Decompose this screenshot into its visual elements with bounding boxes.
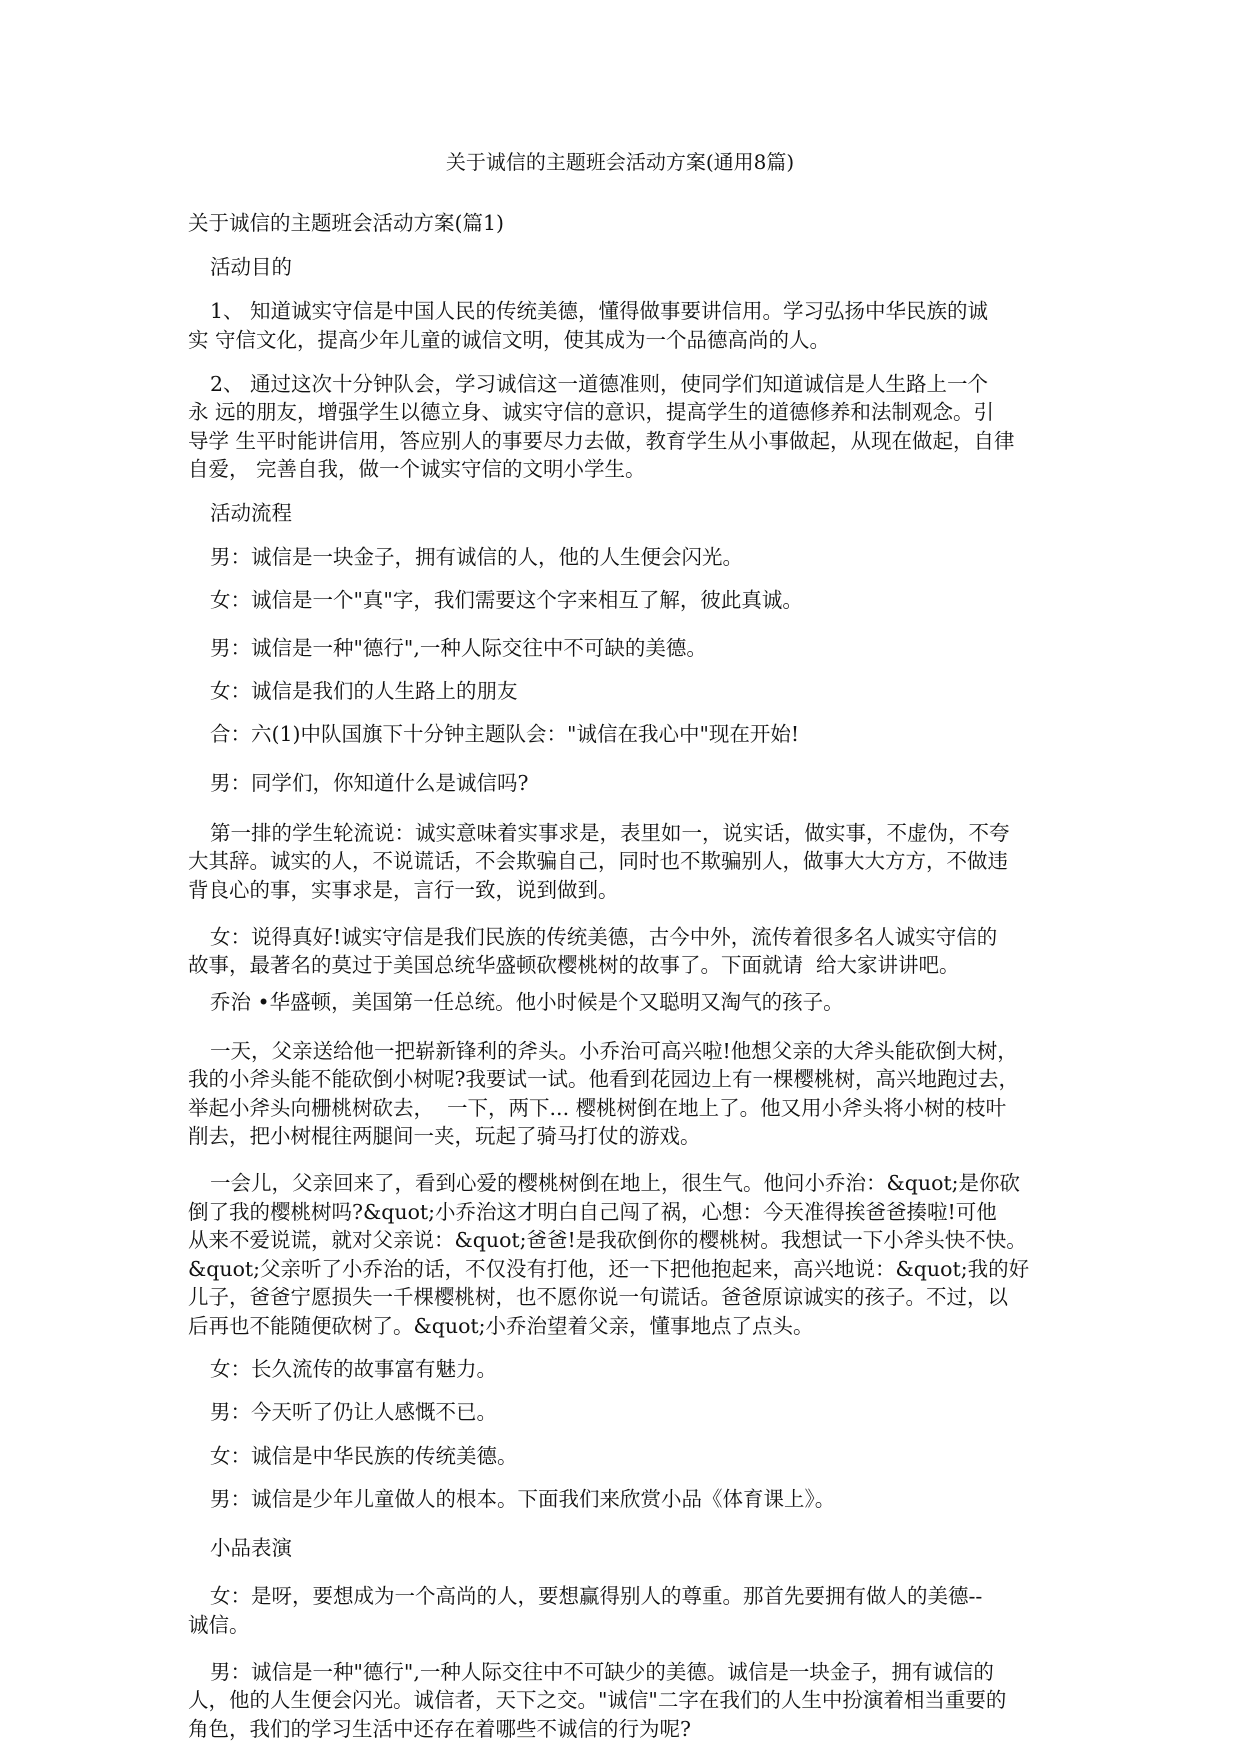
paragraph-7-line-1: 第一排的学生轮流说：诚实意味着实事求是，表里如一，说实话，做实事，不虚伪，不夸 bbox=[210, 821, 1010, 845]
dialogue-line-12: 女：长久流传的故事富有魅力。 bbox=[210, 1357, 497, 1381]
purpose-2-line-2: 永 远的朋友，增强学生以德立身、诚实守信的意识，提高学生的道德修养和法制观念。引 bbox=[188, 400, 995, 424]
section-title: 关于诚信的主题班会活动方案(篇1) bbox=[188, 211, 505, 235]
paragraph-7-line-2: 大其辞。诚实的人，不说谎话，不会欺骗自己，同时也不欺骗别人，做事大大方方，不做违 bbox=[188, 849, 1008, 873]
paragraph-10-line-4: 削去，把小树棍往两腿间一夹，玩起了骑马打仗的游戏。 bbox=[188, 1124, 701, 1148]
paragraph-17-line-3: 角色，我们的学习生活中还存在着哪些不诚信的行为呢? bbox=[188, 1717, 691, 1741]
paragraph-8-line-1: 女：说得真好!诚实守信是我们民族的传统美德，古今中外，流传着很多名人诚实守信的 bbox=[210, 925, 998, 949]
paragraph-11-line-2: 倒了我的樱桃树吗?&quot;小乔治这才明白自己闯了祸，心想：今天准得挨爸爸揍啦!可他 bbox=[188, 1200, 997, 1224]
heading-activity-process: 活动流程 bbox=[210, 501, 292, 525]
paragraph-11-line-3: 从来不爱说谎，就对父亲说：&quot;爸爸!是我砍倒你的樱桃树。我想试一下小斧头快不快。 bbox=[188, 1228, 1027, 1252]
paragraph-11-line-6: 后再也不能随便砍树了。&quot;小乔治望着父亲，懂事地点了点头。 bbox=[188, 1314, 814, 1338]
dialogue-line-14: 女：诚信是中华民族的传统美德。 bbox=[210, 1444, 518, 1468]
dialogue-line-3: 男：诚信是一种"德行",一种人际交往中不可缺的美德。 bbox=[210, 636, 707, 660]
purpose-1-line-2: 实 守信文化，提高少年儿童的诚信文明，使其成为一个品德高尚的人。 bbox=[188, 328, 831, 352]
heading-skit-performance: 小品表演 bbox=[210, 1536, 292, 1560]
paragraph-11-line-4: &quot;父亲听了小乔治的话，不仅没有打他，还一下把他抱起来，高兴地说：&quot;我的好 bbox=[188, 1257, 1030, 1281]
purpose-2-line-4: 自爱， 完善自我，做一个诚实守信的文明小学生。 bbox=[188, 457, 646, 481]
dialogue-line-2: 女：诚信是一个"真"字，我们需要这个字来相互了解，彼此真诚。 bbox=[210, 588, 803, 612]
paragraph-10-line-1: 一天，父亲送给他一把崭新锋利的斧头。小乔治可高兴啦!他想父亲的大斧头能砍倒大树， bbox=[210, 1039, 1018, 1063]
paragraph-8-line-2: 故事，最著名的莫过于美国总统华盛顿砍樱桃树的故事了。下面就请 给大家讲讲吧。 bbox=[188, 953, 960, 977]
paragraph-16-line-2: 诚信。 bbox=[188, 1613, 250, 1637]
paragraph-11-line-1: 一会儿，父亲回来了，看到心爱的樱桃树倒在地上，很生气。他问小乔治：&quot;是你砍 bbox=[210, 1171, 1021, 1195]
paragraph-17-line-1: 男：诚信是一种"德行",一种人际交往中不可缺少的美德。诚信是一块金子，拥有诚信的 bbox=[210, 1660, 994, 1684]
dialogue-line-1: 男：诚信是一块金子，拥有诚信的人，他的人生便会闪光。 bbox=[210, 545, 743, 569]
dialogue-line-4: 女：诚信是我们的人生路上的朋友 bbox=[210, 679, 518, 703]
dialogue-line-5: 合：六(1)中队国旗下十分钟主题队会："诚信在我心中"现在开始! bbox=[210, 722, 800, 746]
paragraph-10-line-2: 我的小斧头能不能砍倒小树呢?我要试一试。他看到花园边上有一棵樱桃树，高兴地跑过去， bbox=[188, 1067, 1019, 1091]
purpose-2-line-1: 2、 通过这次十分钟队会，学习诚信这一道德准则，使同学们知道诚信是人生路上一个 bbox=[210, 372, 989, 396]
dialogue-line-6: 男：同学们，你知道什么是诚信吗? bbox=[210, 771, 529, 795]
heading-activity-purpose: 活动目的 bbox=[210, 255, 292, 279]
paragraph-16-line-1: 女：是呀，要想成为一个高尚的人，要想赢得别人的尊重。那首先要拥有做人的美德-- bbox=[210, 1584, 983, 1608]
document-title: 关于诚信的主题班会活动方案(通用8篇) bbox=[445, 150, 795, 174]
paragraph-9: 乔治 •华盛顿，美国第一任总统。他小时候是个又聪明又淘气的孩子。 bbox=[210, 990, 844, 1014]
paragraph-10-line-3: 举起小斧头向栅桃树砍去， 一下，两下... 樱桃树倒在地上了。他又用小斧头将小树的枝叶 bbox=[188, 1096, 1007, 1120]
purpose-2-line-3: 导学 生平时能讲信用，答应别人的事要尽力去做，教育学生从小事做起，从现在做起，自律 bbox=[188, 429, 1015, 453]
paragraph-7-line-3: 背良心的事，实事求是，言行一致，说到做到。 bbox=[188, 878, 619, 902]
paragraph-17-line-2: 人，他的人生便会闪光。诚信者，天下之交。"诚信"二字在我们的人生中扮演着相当重要的 bbox=[188, 1688, 1007, 1712]
purpose-1-line-1: 1、 知道诚实守信是中国人民的传统美德，懂得做事要讲信用。学习弘扬中华民族的诚 bbox=[210, 299, 989, 323]
dialogue-line-15: 男：诚信是少年儿童做人的根本。下面我们来欣赏小品《体育课上》。 bbox=[210, 1487, 836, 1511]
dialogue-line-13: 男：今天听了仍让人感慨不已。 bbox=[210, 1400, 497, 1424]
paragraph-11-line-5: 儿子，爸爸宁愿损失一千棵樱桃树，也不愿你说一句谎话。爸爸原谅诚实的孩子。不过，以 bbox=[188, 1285, 1008, 1309]
